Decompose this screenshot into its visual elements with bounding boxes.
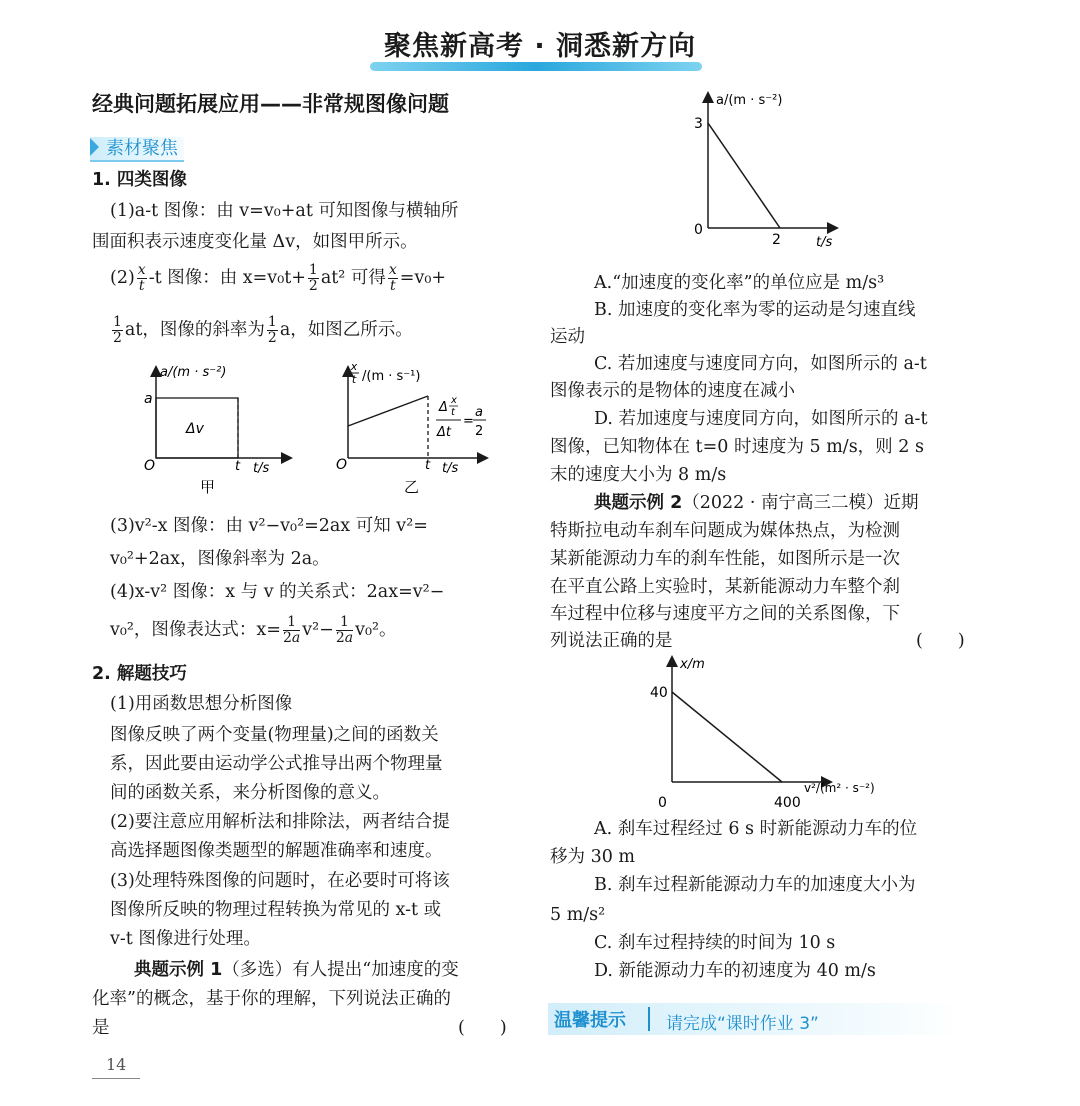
part2-s3-l1: (3)处理特殊图像的问题时，在必要时可将该 [110,871,450,891]
example1-label: 典题示例 1 [134,960,223,980]
figure-yi [330,358,500,504]
example2-text1: （2022 · 南宁高三二模）近期 [682,493,919,513]
part1-item3-line1: (3)v²-x 图像：由 v²−v₀²=2ax 可知 v²= [110,516,428,536]
part1-item1-line2: 围面积表示速度变化量 Δv，如图甲所示。 [92,232,418,252]
slope-x: x [451,395,457,406]
fraction-x-over-t: $\frac{x}{t}$ [137,262,146,294]
slope-2: 2 [475,424,484,439]
at-xlabel: t/s [816,235,833,250]
example1-line1 [134,954,459,986]
option1-B-l2: 运动 [550,327,585,347]
example2-line6: 列说法正确的是 [550,631,673,651]
item4-text-c: v₀²。 [355,620,397,640]
fig-jia-origin: O [144,458,156,474]
part1-item2-line2 [110,314,413,346]
series-line [708,123,780,228]
fig-yi-origin: O [336,457,348,473]
origin-label: 0 [694,222,703,238]
hint-text: 请完成“课时作业 3” [666,1014,819,1034]
item2-text-d: =v₀+ [399,268,447,288]
part1-item4-line2 [110,614,397,646]
item4-text-a: v₀²，图像表达式：x= [110,620,281,640]
option2-A-l2: 移为 30 m [550,847,635,867]
figure-jia [140,362,300,504]
option2-C: C. 刹车过程持续的时间为 10 s [594,933,836,953]
fig-jia-area: Δv [186,421,204,437]
figure-x-v2-chart [640,652,890,811]
page-number: 14 [106,1055,127,1074]
part2-s2-l2: 高选择题图像类题型的解题准确率和速度。 [110,841,443,861]
slope-t: t [451,407,455,418]
page-header-title: 聚焦新高考 · 洞悉新方向 [383,31,697,62]
example2-line3: 某新能源动力车的刹车性能，如图所示是一次 [550,549,900,569]
option1-A: A.“加速度的变化率”的单位应是 m/s³ [594,273,885,293]
fig-yi-xval: t [425,458,431,473]
fig-yi-line [348,396,428,426]
section-title: 经典问题拓展应用——非常规图像问题 [92,92,449,116]
figure-a-t-chart [676,88,846,252]
part2-s3-l3: v-t 图像进行处理。 [110,929,261,949]
option2-B-l2: 5 m/s² [550,905,606,925]
item2-text-b: -t 图像：由 x=v₀t+ [148,268,306,288]
hint-separator [648,1007,650,1031]
option2-A-l1: A. 刹车过程经过 6 s 时新能源动力车的位 [594,819,918,839]
at-ylabel: a/(m · s⁻²) [716,93,783,108]
frac-t: t [351,373,357,386]
series-line [672,692,782,782]
item2-prefix: (2) [110,268,135,288]
part1-item3-line2: v₀²+2ax，图像斜率为 2a。 [110,549,330,569]
option1-D-l2: 图像，已知物体在 t=0 时速度为 5 m/s，则 2 s [550,437,924,457]
example1-line3: 是 [92,1018,110,1038]
y-tick-label: 3 [694,116,703,132]
fig-yi-ylabel: /(m · s⁻¹) [362,369,421,384]
part2-s3-l2: 图像所反映的物理过程转换为常见的 x-t 或 [110,900,442,920]
header-underline [370,62,702,71]
option2-D: D. 新能源动力车的初速度为 40 m/s [594,961,876,981]
y-tick-label: 40 [650,685,668,701]
section-tag [90,134,184,160]
part1-heading: 1. 四类图像 [92,170,187,190]
fraction-1-over-2a-2: $\frac{1}{2a}$ [335,614,354,646]
item2-line2-a: at，图像的斜率为 [124,320,265,340]
option2-B-l1: B. 刹车过程新能源动力车的加速度大小为 [594,875,916,895]
example2-line4: 在平直公路上实验时，某新能源动力车整个刹 [550,577,900,597]
part2-s1-l1: 图像反映了两个变量(物理量)之间的函数关 [110,725,439,745]
example1-line2: 化率”的概念，基于你的理解，下列说法正确的 [92,989,451,1009]
fraction-1-over-2a: $\frac{1}{2a}$ [282,614,301,646]
fig-jia-yval: a [144,391,153,407]
fig-jia-xlabel: t/s [253,461,270,476]
fraction-half-2: $\frac{1}{2}$ [113,314,122,346]
x-tick-label: 2 [772,232,781,248]
item4-text-b: v²− [302,620,334,640]
part1-item2-line1 [110,262,446,294]
fraction-x-over-t-2: $\frac{x}{t}$ [388,262,397,294]
option1-D-l1: D. 若加速度与速度同方向，如图所示的 a-t [594,409,928,429]
part2-heading: 2. 解题技巧 [92,664,187,684]
option1-C-l1: C. 若加速度与速度同方向，如图所示的 a-t [594,354,927,374]
example2-line2: 特斯拉电动车刹车问题成为媒体热点，为检测 [550,521,900,541]
xv-ylabel: x/m [680,657,705,672]
item2-text-c: at² 可得 [320,268,386,288]
part2-s2-l1: (2)要注意应用解析法和排除法，两者结合提 [110,812,450,832]
slope-a: a [475,405,483,420]
page-number-underline [92,1078,140,1079]
item2-line2-b: a，如图乙所示。 [279,320,413,340]
fig-jia-xval: t [235,459,241,474]
x-tick-label: 400 [774,795,801,811]
example2-answer-paren: ( ) [916,631,965,651]
example1-text1: （多选）有人提出“加速度的变 [222,960,459,980]
part2-s1-l2: 系，因此要由运动学公式推导出两个物理量 [110,754,443,774]
slope-den: Δt [437,425,451,440]
fig-jia-caption: 甲 [200,478,216,496]
fraction-half-3: $\frac{1}{2}$ [267,314,277,346]
example2-label: 典题示例 2 [594,493,683,513]
part2-s1: (1)用函数思想分析图像 [110,694,293,714]
frac-x: x [350,360,358,373]
option1-B-l1: B. 加速度的变化率为零的运动是匀速直线 [594,300,916,320]
tag-arrow-icon [90,138,99,156]
fig-yi-xlabel: t/s [442,461,459,476]
fraction-half: $\frac{1}{2}$ [308,262,318,294]
xv-xlabel: v²/(m² · s⁻²) [804,781,875,795]
example1-answer-paren: ( ) [458,1018,507,1038]
part1-item1-line1: (1)a-t 图像：由 v=v₀+at 可知图像与横轴所 [110,201,459,221]
example2-line5: 车过程中位移与速度平方之间的关系图像，下 [550,604,900,624]
origin-label: 0 [658,795,667,811]
option1-C-l2: 图像表示的是物体的速度在减小 [550,381,795,401]
part1-item4-line1: (4)x-v² 图像：x 与 v 的关系式：2ax=v²− [110,582,445,602]
slope-eq: = [463,414,474,429]
fig-yi-caption: 乙 [404,478,420,496]
section-tag-label: 素材聚焦 [90,137,184,162]
part2-s1-l3: 间的函数关系，来分析图像的意义。 [110,783,390,803]
slope-num: Δ [439,400,448,415]
fig-jia-ylabel: a/(m · s⁻²) [160,365,227,380]
option1-D-l3: 末的速度大小为 8 m/s [550,465,727,485]
hint-label: 温馨提示 [554,1010,626,1031]
